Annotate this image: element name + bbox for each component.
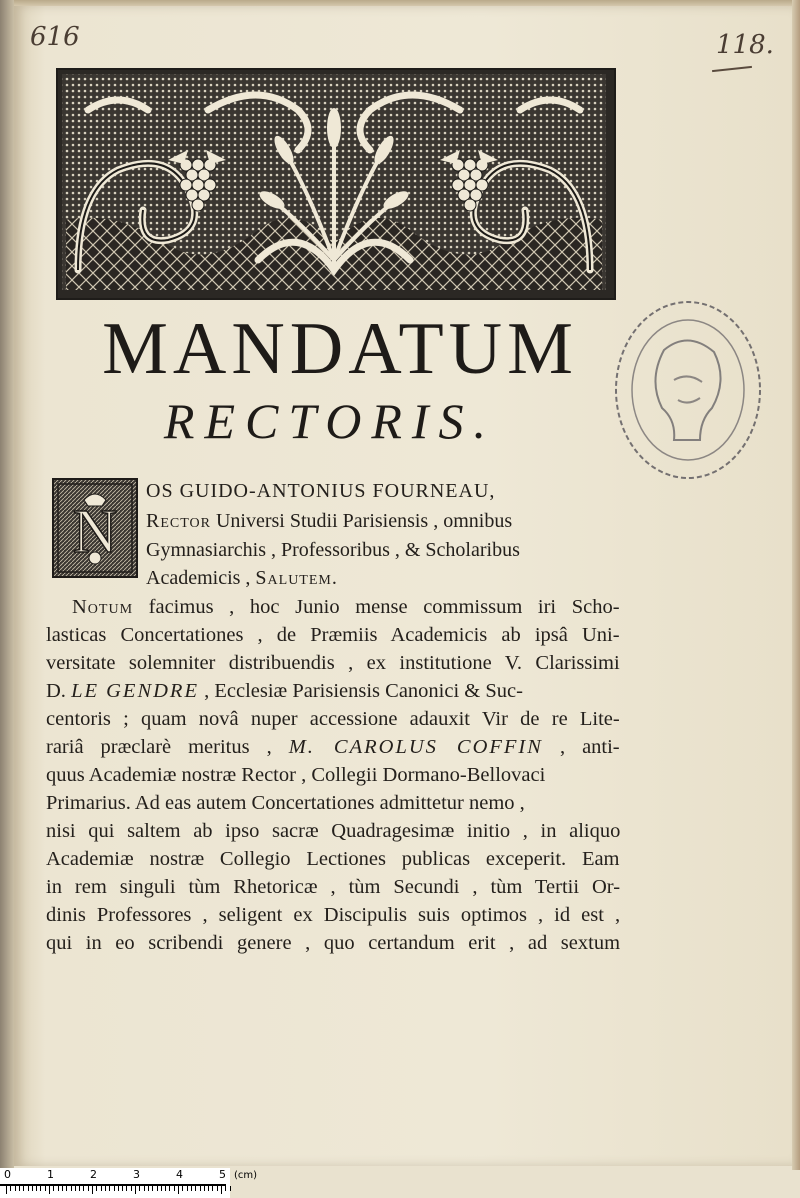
ruler-tick xyxy=(225,1186,226,1191)
address-text-span: Universi Studii Parisiensis , omnibus xyxy=(210,510,513,532)
ruler-tick xyxy=(169,1186,170,1191)
ruler-label: 0 xyxy=(4,1168,11,1181)
ruler-label: 1 xyxy=(47,1168,54,1181)
body-text-span: , anti- xyxy=(542,736,620,758)
ruler-tick xyxy=(10,1186,11,1191)
ruler-tick xyxy=(15,1186,16,1191)
ruler-tick xyxy=(58,1186,59,1191)
body-line xyxy=(46,792,525,815)
ruler-label: 5 xyxy=(219,1168,226,1181)
ruler-tick xyxy=(212,1186,213,1191)
stamp-seal-icon xyxy=(604,290,768,486)
body-line xyxy=(72,596,620,619)
body-text-span: versitate solemniter distribuendis , ex institutione V. Clarissimi xyxy=(46,652,620,674)
ruler-tick xyxy=(126,1186,127,1191)
body-line xyxy=(46,708,620,731)
ruler-tick xyxy=(221,1186,222,1194)
body-text-span: qui in eo scribendi genere , quo certandum erit , ad sextum xyxy=(46,932,621,954)
ruler-tick xyxy=(101,1186,102,1191)
body-line xyxy=(46,876,620,899)
body-line xyxy=(46,680,523,703)
body-line xyxy=(46,820,620,843)
ruler-tick xyxy=(53,1186,54,1191)
ruler-tick xyxy=(19,1186,20,1191)
folio-number-right: 118. xyxy=(716,30,774,60)
ornamental-headpiece xyxy=(56,68,616,300)
ruler-tick xyxy=(230,1186,231,1191)
ruler-tick xyxy=(109,1186,110,1191)
ruler-tick xyxy=(157,1186,158,1191)
ruler-tick xyxy=(187,1186,188,1191)
body-text-span: Primarius. Ad eas autem Concertationes admittetur nemo , xyxy=(46,792,525,814)
address-text-span: Academicis , xyxy=(146,567,256,589)
ruler-tick xyxy=(135,1186,136,1194)
ruler-tick xyxy=(174,1186,175,1191)
body-text-span: lasticas Concertationes , de Præmiis Academicis ab ipsâ Uni- xyxy=(46,624,620,646)
address-line xyxy=(146,539,520,562)
address-line xyxy=(146,480,495,503)
body-line xyxy=(46,624,620,647)
ruler-tick xyxy=(191,1186,192,1191)
body-text-span: , Ecclesiæ Parisiensis Canonici & Suc- xyxy=(198,680,523,702)
ruler-tick xyxy=(178,1186,179,1194)
ruler-tick xyxy=(105,1186,106,1191)
ruler-tick xyxy=(88,1186,89,1191)
ruler-tick xyxy=(49,1186,50,1194)
ruler-tick xyxy=(45,1186,46,1191)
body-text-span: LE GENDRE xyxy=(71,680,199,702)
ruler-tick xyxy=(40,1186,41,1191)
title-mandatum: MANDATUM xyxy=(102,308,578,390)
body-line xyxy=(46,652,620,675)
ruler-tick xyxy=(79,1186,80,1191)
ruler-label: 2 xyxy=(90,1168,97,1181)
ruler-label: 4 xyxy=(176,1168,183,1181)
scale-ruler xyxy=(0,1168,230,1198)
ruler-tick xyxy=(148,1186,149,1191)
ruler-tick xyxy=(195,1186,196,1191)
ruler-tick xyxy=(96,1186,97,1191)
body-line xyxy=(46,736,620,759)
ruler-tick xyxy=(200,1186,201,1191)
body-text-span: centoris ; quam novâ nuper accessione adauxit Vir de re Lite- xyxy=(46,708,620,730)
ruler-tick xyxy=(208,1186,209,1191)
ruler-tick xyxy=(71,1186,72,1191)
body-line xyxy=(46,904,620,927)
headpiece-ornament-icon xyxy=(58,70,610,294)
ruler-tick xyxy=(32,1186,33,1191)
body-text-span: facimus , hoc Junio mense commissum iri Scho- xyxy=(133,596,620,618)
initial-letter-frame-icon xyxy=(52,478,138,578)
folio-number-left: 616 xyxy=(30,22,80,52)
body-text-span: Academiæ nostræ Collegio Lectiones publicas exceperit. Eam xyxy=(46,848,620,870)
body-text-span: dinis Professores , seligent ex Discipulis suis optimos , id est , xyxy=(46,904,621,926)
body-line xyxy=(46,764,545,787)
ruler-tick xyxy=(6,1186,7,1194)
address-text-span: Salutem. xyxy=(255,567,338,589)
ruler-tick xyxy=(131,1186,132,1191)
ruler-tick xyxy=(114,1186,115,1191)
library-stamp xyxy=(604,290,768,486)
ruler-tick xyxy=(83,1186,84,1191)
address-text-span: OS GUIDO-ANTONIUS FOURNEAU, xyxy=(146,480,496,502)
page-binding-edge xyxy=(0,0,14,1170)
ruler-tick xyxy=(23,1186,24,1191)
ruler-tick xyxy=(204,1186,205,1191)
body-text-span: Notum xyxy=(72,596,134,618)
ruler-tick xyxy=(165,1186,166,1191)
ruler-tick xyxy=(118,1186,119,1191)
body-text-span: rariâ præclarè meritus , xyxy=(46,736,289,758)
address-text-span: Gymnasiarchis , Professoribus , & Scholaribus xyxy=(146,539,520,561)
ruler-tick xyxy=(161,1186,162,1191)
ruler-tick xyxy=(182,1186,183,1191)
initial-letter: N xyxy=(72,498,118,566)
title-rectoris: RECTORIS. xyxy=(163,393,497,449)
ruler-tick xyxy=(92,1186,93,1194)
address-line xyxy=(146,567,338,590)
ruler-tick xyxy=(152,1186,153,1191)
body-text-span: nisi qui saltem ab ipso sacræ Quadragesimæ initio , in aliquo xyxy=(46,820,621,842)
ruler-tick xyxy=(28,1186,29,1191)
body-text-span: D. xyxy=(46,680,72,702)
ruler-tick xyxy=(139,1186,140,1191)
ruler-tick xyxy=(75,1186,76,1191)
ruler-unit: (cm) xyxy=(234,1170,258,1181)
ruler-tick xyxy=(66,1186,67,1191)
ruler-tick xyxy=(144,1186,145,1191)
body-line xyxy=(46,932,620,955)
page-right-edge xyxy=(792,0,800,1170)
body-text-span: quus Academiæ nostræ Rector , Collegii Dormano-Bellovaci xyxy=(46,764,546,786)
ruler-tick xyxy=(122,1186,123,1191)
body-text-span: M. CAROLUS COFFIN xyxy=(288,736,543,758)
ruler-tick xyxy=(217,1186,218,1191)
address-line xyxy=(146,510,512,533)
ruler-label: 3 xyxy=(133,1168,140,1181)
decorated-initial xyxy=(52,478,138,578)
ruler-tick xyxy=(62,1186,63,1191)
address-text-span: Rector xyxy=(146,510,211,532)
body-line xyxy=(46,848,620,871)
body-text-span: in rem singuli tùm Rhetoricæ , tùm Secundi , tùm Tertii Or- xyxy=(46,876,621,898)
ruler-tick xyxy=(36,1186,37,1191)
